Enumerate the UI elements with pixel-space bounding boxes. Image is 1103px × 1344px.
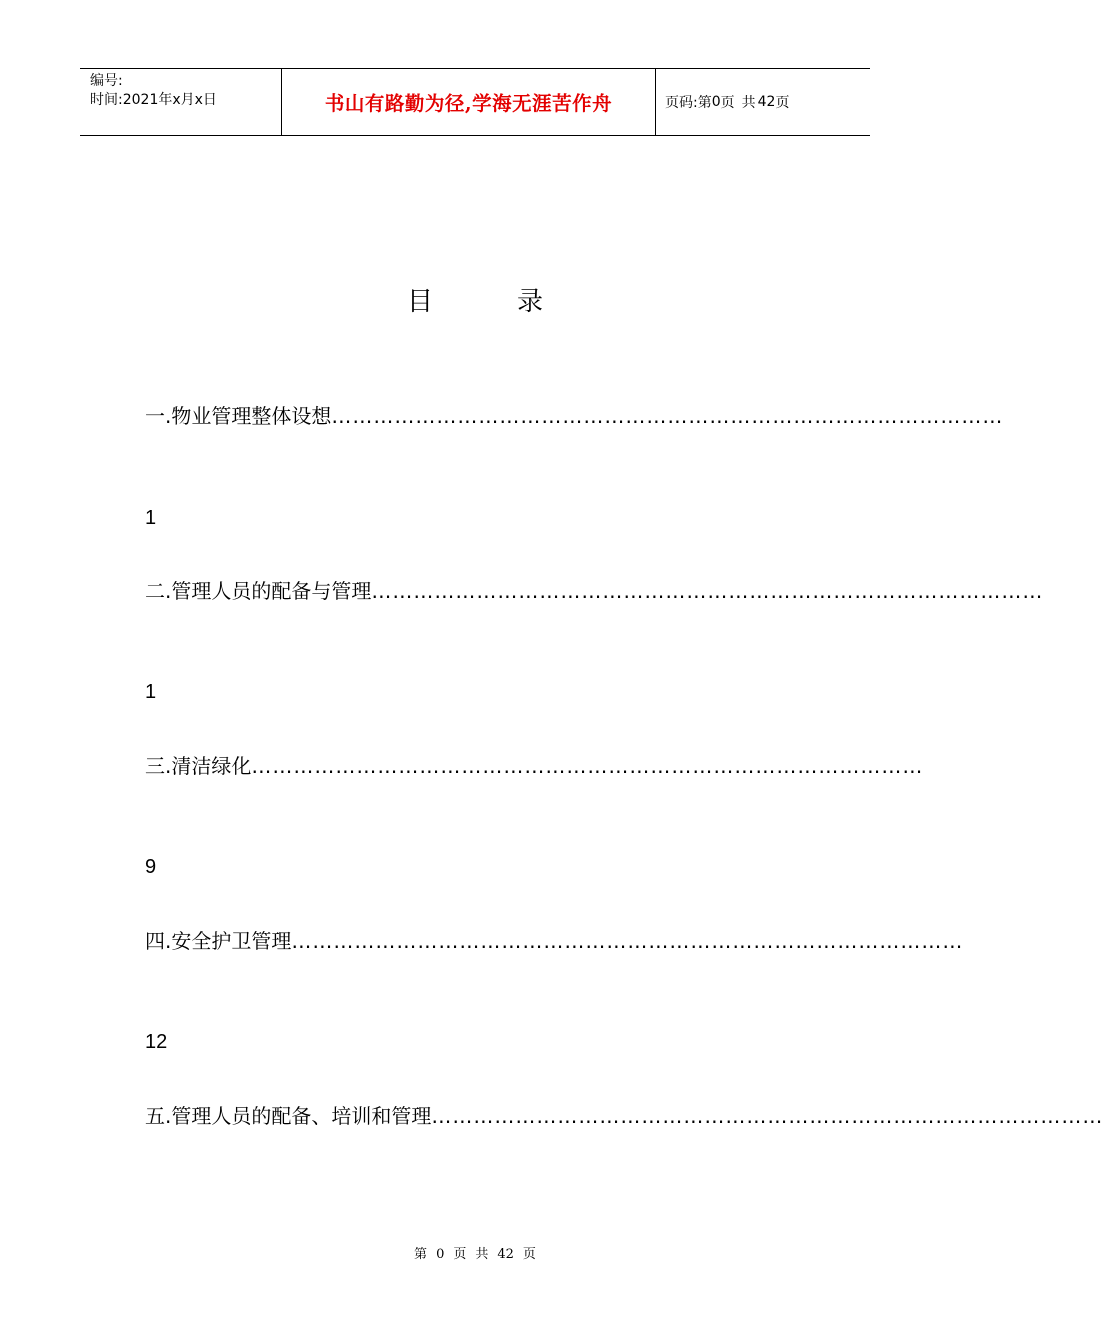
toc-entry-label: 三.清洁绿化 bbox=[145, 754, 252, 778]
header-page-current: 0 bbox=[711, 94, 721, 110]
header-page-prefix: 页码:第 bbox=[665, 95, 712, 111]
toc-entry-page: 12 bbox=[145, 1031, 168, 1053]
header-motto-cell bbox=[282, 69, 656, 135]
page-footer bbox=[0, 1246, 950, 1264]
page-header bbox=[80, 68, 870, 136]
header-page-cell bbox=[656, 69, 870, 135]
footer-page-unit: 页 bbox=[453, 1247, 467, 1262]
toc-leader-dots: …………………………………………………………………………………… bbox=[371, 579, 1044, 603]
toc-entry[interactable] bbox=[145, 927, 964, 955]
toc-entry-label: 四.安全护卫管理 bbox=[145, 929, 292, 953]
header-motto: 书山有路勤为径,学海无涯苦作舟 bbox=[324, 92, 613, 115]
toc-leader-dots: …………………………………………………………………………………… bbox=[431, 1104, 1103, 1128]
toc-leader-dots: …………………………………………………………………………………… bbox=[251, 754, 924, 778]
toc-entry-label: 一.物业管理整体设想 bbox=[145, 404, 332, 428]
footer-page-current: 0 bbox=[436, 1247, 445, 1262]
toc-leader-dots: …………………………………………………………………………………… bbox=[291, 929, 964, 953]
header-page-total-unit: 页 bbox=[775, 95, 790, 111]
toc-entry-label: 五.管理人员的配备、培训和管理 bbox=[145, 1104, 432, 1128]
toc-entry-page: 9 bbox=[145, 856, 157, 878]
toc-entry-page: 1 bbox=[145, 681, 157, 703]
footer-total-prefix: 共 bbox=[475, 1247, 489, 1262]
toc-title-char-1: 目 bbox=[406, 287, 433, 317]
toc-title bbox=[0, 284, 950, 320]
toc-entry-page: 1 bbox=[145, 507, 157, 529]
toc-entry[interactable] bbox=[145, 577, 1044, 605]
toc-entry-label: 二.管理人员的配备与管理 bbox=[145, 579, 372, 603]
toc-leader-dots: …………………………………………………………………………………… bbox=[331, 404, 1004, 428]
header-page-total-prefix: 共 bbox=[741, 95, 756, 111]
toc-entry[interactable] bbox=[145, 402, 1004, 430]
toc-entry[interactable] bbox=[145, 752, 924, 780]
footer-prefix: 第 bbox=[414, 1247, 428, 1262]
document-number-label: 编号: bbox=[90, 73, 123, 89]
document-time-label: 时间:2021年x月x日 bbox=[90, 92, 217, 108]
footer-page-total: 42 bbox=[497, 1247, 514, 1262]
header-page-unit: 页 bbox=[720, 95, 735, 111]
footer-total-unit: 页 bbox=[522, 1247, 536, 1262]
header-meta-cell bbox=[80, 69, 282, 135]
toc-entry[interactable] bbox=[145, 1102, 1103, 1130]
header-page-total: 42 bbox=[757, 94, 776, 110]
toc-title-char-2: 录 bbox=[517, 287, 544, 317]
